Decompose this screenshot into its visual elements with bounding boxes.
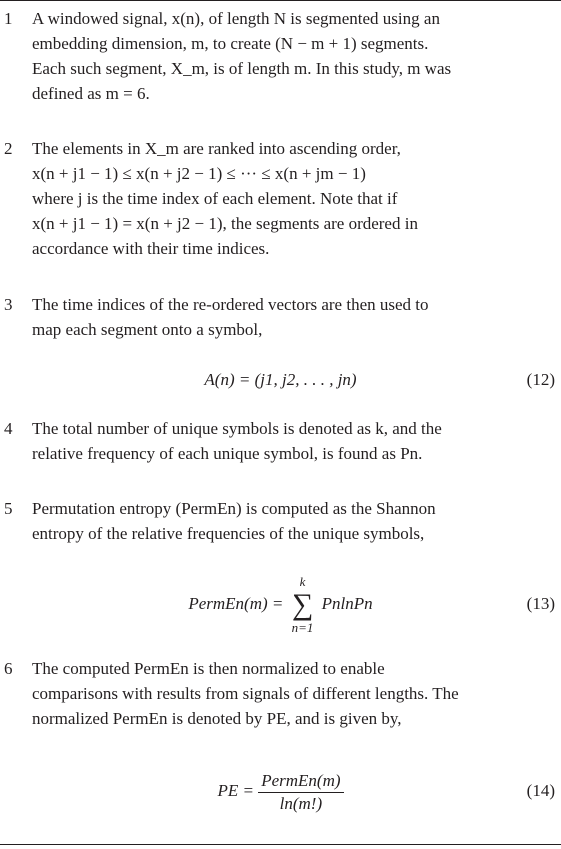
step-number: 6: [4, 659, 13, 678]
step-text: [32, 292, 552, 342]
top-rule: [0, 0, 561, 1]
equation-14: [0, 762, 561, 820]
step-text: [32, 496, 552, 546]
sigma-glyph: ∑: [291, 588, 314, 622]
equation-number: (13): [526, 594, 555, 613]
step-number: 2: [4, 139, 13, 158]
step-text: [32, 656, 552, 731]
step-number: 5: [4, 499, 13, 518]
step-number: 3: [4, 295, 13, 314]
step-number: 4: [4, 419, 13, 438]
step-3: [4, 292, 552, 342]
step-line: Each such segment, X_m, is of length m. In this study, m was: [32, 59, 452, 78]
step-line: map each segment onto a symbol,: [32, 320, 263, 339]
step-6: [4, 656, 552, 731]
step-line: The time indices of the re-ordered vectors are then used to: [32, 295, 429, 314]
summation-sign: [292, 575, 314, 635]
step-line: The elements in X_m are ranked into ascending order,: [32, 139, 401, 158]
step-line: relative frequency of each unique symbol, is found as Pn.: [32, 444, 423, 463]
step-line: normalized PermEn is denoted by PE, and is given by,: [32, 709, 402, 728]
step-2: [4, 136, 552, 261]
step-line: The computed PermEn is then normalized to enable: [32, 659, 385, 678]
sum-upper-limit: k: [299, 574, 306, 590]
equation-lhs: PermEn(m) =: [188, 594, 284, 613]
equation-13: [0, 566, 561, 642]
equation-12: [0, 367, 561, 393]
step-line: comparisons with results from signals of different lengths. The: [32, 684, 459, 703]
step-line: x(n + j1 − 1) = x(n + j2 − 1), the segments are ordered in: [32, 214, 418, 233]
step-line: entropy of the relative frequencies of the unique symbols,: [32, 524, 425, 543]
step-line: x(n + j1 − 1) ≤ x(n + j2 − 1) ≤ ··· ≤ x(n + jm − 1): [32, 164, 366, 183]
fraction-denominator: ln(m!): [279, 793, 323, 813]
step-4: [4, 416, 552, 466]
step-number: 1: [4, 9, 13, 28]
step-line: accordance with their time indices.: [32, 239, 270, 258]
step-text: [32, 6, 552, 106]
bottom-rule: [0, 844, 561, 845]
step-line: A windowed signal, x(n), of length N is segmented using an: [32, 9, 440, 28]
fraction: [258, 770, 343, 815]
equation-number: (12): [526, 370, 555, 389]
equation-body: A(n) = (j1, j2, . . . , jn): [204, 370, 357, 389]
step-line: defined as m = 6.: [32, 84, 150, 103]
equation-body: [0, 566, 561, 642]
equation-lhs: PE =: [217, 781, 254, 800]
step-line: The total number of unique symbols is denoted as k, and the: [32, 419, 442, 438]
step-text: [32, 136, 552, 261]
step-line: embedding dimension, m, to create (N − m + 1) segments.: [32, 34, 429, 53]
step-text: [32, 416, 552, 466]
step-line: where j is the time index of each element. Note that if: [32, 189, 398, 208]
sum-lower-limit: n=1: [291, 620, 314, 636]
equation-body: [0, 762, 561, 820]
step-5: [4, 496, 552, 546]
step-line: Permutation entropy (PermEn) is computed as the Shannon: [32, 499, 436, 518]
step-1: [4, 6, 552, 106]
fraction-numerator: PermEn(m): [258, 770, 343, 793]
equation-rhs: PnlnPn: [321, 594, 373, 613]
equation-number: (14): [526, 781, 555, 800]
